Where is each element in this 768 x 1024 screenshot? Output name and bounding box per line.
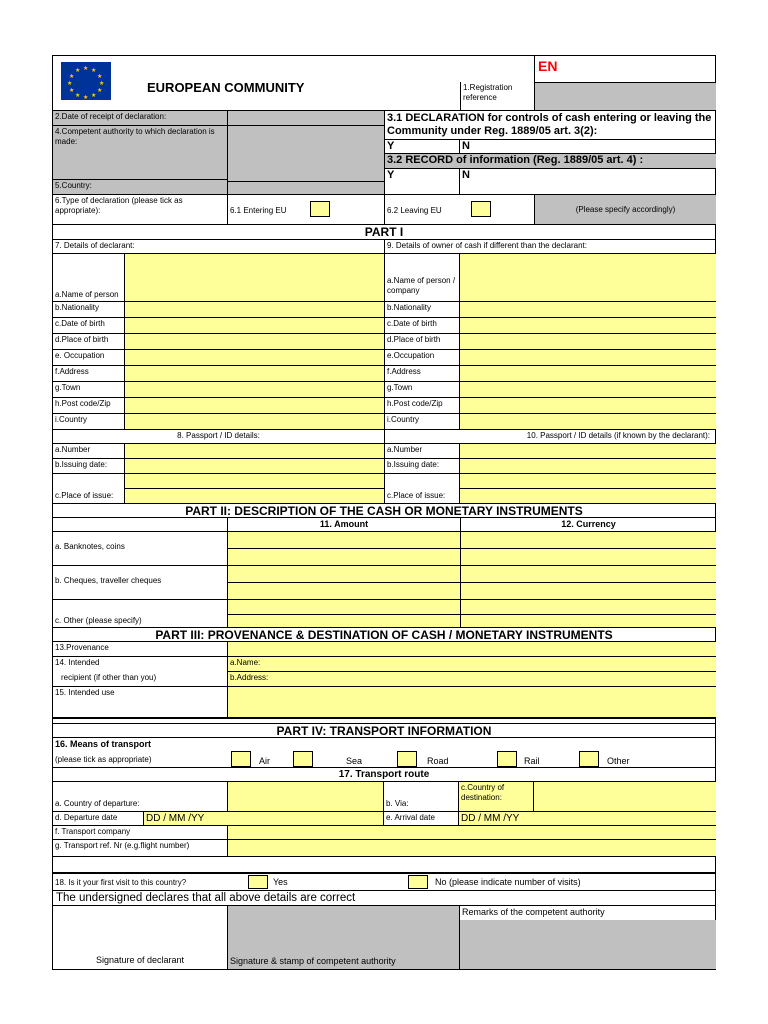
- right-detail-label: e.Occupation: [384, 350, 459, 365]
- authority-field[interactable]: [227, 111, 384, 194]
- company-label: f. Transport company: [55, 827, 131, 836]
- rail-label: Rail: [524, 756, 540, 766]
- right-detail-field[interactable]: [459, 414, 716, 429]
- leaving-label: 6.2 Leaving EU: [387, 206, 442, 215]
- type-decl-label: 6.Type of declaration (please tick as appropriate):: [55, 196, 183, 215]
- declaration-block: [384, 111, 716, 194]
- detail-row: [52, 301, 716, 317]
- amount-header-row: [52, 517, 716, 531]
- remarks-cell: [459, 906, 716, 969]
- top-block: [52, 110, 716, 194]
- right-detail-field[interactable]: [459, 318, 716, 333]
- detail-row: [52, 333, 716, 349]
- country-destination-label: c.Country of destination:: [458, 782, 533, 811]
- left-passport-label: c.Place of issue:: [55, 491, 114, 500]
- means-label: 16. Means of transport: [55, 739, 152, 749]
- left-detail-label: e. Occupation: [55, 351, 105, 360]
- via-label: b. Via:: [383, 782, 458, 811]
- left-passport-label: b.Issuing date:: [55, 460, 108, 469]
- departure-date-field[interactable]: DD / MM /YY: [143, 812, 383, 825]
- banknotes-label: a. Banknotes, coins: [55, 542, 125, 551]
- no-checkbox[interactable]: [408, 875, 428, 889]
- registration-label: [460, 82, 534, 110]
- recipient-row: [52, 656, 716, 686]
- banknotes-row: [52, 531, 716, 565]
- other-currency[interactable]: [460, 600, 716, 627]
- first-visit-label: 18. Is it your first visit to this country?: [55, 878, 187, 887]
- banknotes-amount[interactable]: [227, 532, 460, 565]
- rail-checkbox[interactable]: [497, 751, 517, 767]
- left-name-field[interactable]: [124, 254, 384, 301]
- banknotes-currency[interactable]: [460, 532, 716, 565]
- left-detail-field[interactable]: [124, 350, 384, 365]
- yn-row-1: [385, 139, 716, 154]
- signature-authority-cell[interactable]: [227, 906, 459, 969]
- right-detail-field[interactable]: [459, 302, 716, 317]
- leaving-checkbox[interactable]: [471, 201, 491, 217]
- cash-declaration-form: [52, 55, 716, 970]
- road-checkbox[interactable]: [397, 751, 417, 767]
- declarant-label: 7. Details of declarant:: [55, 241, 135, 250]
- details-header-row: [52, 239, 716, 253]
- passport-row: [52, 443, 716, 458]
- detail-row: [52, 349, 716, 365]
- community-title: EUROPEAN COMMUNITY: [147, 80, 305, 95]
- right-name-field[interactable]: [459, 254, 716, 301]
- road-label: Road: [427, 756, 449, 766]
- country-departure-field[interactable]: [227, 782, 383, 811]
- n1-label: N: [462, 140, 470, 152]
- registration-label-text: 1.Registration reference: [463, 83, 513, 102]
- passport-left-label: 8. Passport / ID details:: [177, 431, 260, 440]
- leaving-cell: [384, 195, 534, 224]
- right-detail-field[interactable]: [459, 382, 716, 397]
- lang-cell: [534, 56, 716, 82]
- arrival-date-label: e. Arrival date: [383, 812, 458, 825]
- recipient-field[interactable]: [227, 657, 716, 686]
- cheques-currency[interactable]: [460, 566, 716, 599]
- left-detail-label: g.Town: [55, 383, 81, 392]
- intended-use-row: [52, 686, 716, 717]
- left-labels: [53, 111, 227, 194]
- y2-label: Y: [387, 169, 395, 181]
- signature-row: [52, 905, 716, 970]
- departure-row: [52, 781, 716, 811]
- means-transport-row: [52, 737, 716, 767]
- detail-row: [52, 397, 716, 413]
- amount-header: 11. Amount: [227, 518, 460, 531]
- right-passport-label: c.Place of issue:: [384, 474, 459, 503]
- eu-flag-icon: ★ ★ ★ ★ ★ ★ ★ ★ ★ ★ ★ ★: [61, 62, 111, 100]
- n2-label: N: [462, 169, 470, 181]
- provenance-row: [52, 641, 716, 656]
- right-detail-field[interactable]: [459, 350, 716, 365]
- first-visit-row: [52, 872, 716, 890]
- air-label: Air: [259, 756, 270, 766]
- right-detail-label: b.Nationality: [384, 302, 459, 317]
- entering-label: 6.1 Entering EU: [230, 206, 287, 215]
- entering-checkbox[interactable]: [310, 201, 330, 217]
- left-detail-field[interactable]: [124, 334, 384, 349]
- provenance-label: 13.Provenance: [55, 643, 109, 652]
- name-row: [52, 253, 716, 301]
- left-detail-field[interactable]: [124, 318, 384, 333]
- company-row: [52, 825, 716, 839]
- right-passport-label: a.Number: [384, 444, 459, 458]
- right-detail-label: c.Date of birth: [384, 318, 459, 333]
- part3-title: PART III: PROVENANCE & DESTINATION OF CASH / MONETARY INSTRUMENTS: [52, 627, 716, 641]
- company-field[interactable]: [227, 826, 716, 839]
- signature-authority-label: Signature & stamp of competent authority: [230, 956, 396, 966]
- passport-rows: [52, 443, 716, 503]
- declares-text: The undersigned declares that all above details are correct: [56, 892, 356, 904]
- declaration-31-text: 3.1 DECLARATION for controls of cash entering or leaving the Community under Reg. 1889/05 art. 3(2):: [387, 112, 712, 137]
- remarks-field[interactable]: [460, 920, 716, 969]
- arrival-date-field[interactable]: DD / MM /YY: [458, 812, 716, 825]
- yn-row-2: [385, 168, 716, 194]
- other-label: c. Other (please specify): [55, 616, 142, 625]
- recipient-name-label: a.Name:: [230, 658, 261, 667]
- detail-rows: [52, 301, 716, 429]
- left-passport-label: a.Number: [55, 445, 91, 454]
- country-label: 5.Country:: [53, 179, 227, 194]
- recipient-label: recipient (if other than you): [61, 673, 157, 682]
- signature-declarant-cell[interactable]: [53, 906, 227, 969]
- left-detail-field[interactable]: [124, 382, 384, 397]
- specify-note: (Please specify accordingly): [534, 195, 716, 224]
- intended-use-field[interactable]: [227, 687, 716, 717]
- lang-code: EN: [538, 58, 558, 74]
- detail-row: [52, 365, 716, 381]
- owner-label: 9. Details of owner of cash if different than the declarant:: [384, 240, 716, 253]
- type-declaration-row: [52, 194, 716, 224]
- right-name-label: a.Name of person / company: [384, 254, 459, 301]
- currency-header: 12. Currency: [460, 518, 716, 531]
- recipient-address-label: b.Address:: [230, 673, 269, 682]
- signature-declarant-label: Signature of declarant: [95, 955, 185, 965]
- remarks-label: Remarks of the competent authority: [460, 906, 716, 921]
- left-detail-label: c.Date of birth: [55, 319, 105, 328]
- left-detail-field[interactable]: [124, 302, 384, 317]
- left-passport-field[interactable]: [124, 444, 384, 458]
- right-passport-field[interactable]: [459, 444, 716, 458]
- declares-row: [52, 890, 716, 905]
- left-detail-label: d.Place of birth: [55, 335, 109, 344]
- left-detail-label: i.Country: [55, 415, 88, 424]
- form-header: [52, 55, 716, 110]
- dates-row: [52, 811, 716, 825]
- part4-title: PART IV: TRANSPORT INFORMATION: [52, 723, 716, 737]
- detail-row: [52, 317, 716, 333]
- detail-row: [52, 381, 716, 397]
- left-detail-label: h.Post code/Zip: [55, 399, 111, 408]
- left-detail-field[interactable]: [124, 398, 384, 413]
- right-passport-label: b.Issuing date:: [384, 459, 459, 473]
- right-detail-label: i.Country: [384, 414, 459, 429]
- record-32-text: 3.2 RECORD of information (Reg. 1889/05 art. 4) :: [385, 153, 716, 168]
- right-detail-field[interactable]: [459, 366, 716, 381]
- yes-checkbox[interactable]: [248, 875, 268, 889]
- left-passport-field[interactable]: [124, 474, 384, 503]
- left-detail-field[interactable]: [124, 414, 384, 429]
- passport-header-row: [52, 429, 716, 443]
- air-checkbox[interactable]: [231, 751, 251, 767]
- right-detail-field[interactable]: [459, 334, 716, 349]
- cheques-row: [52, 565, 716, 599]
- transport-ref-label: g. Transport ref. Nr (e.g.flight number): [55, 841, 190, 850]
- sea-label: Sea: [346, 756, 363, 766]
- right-detail-label: f.Address: [384, 366, 459, 381]
- intended-use-label: 15. Intended use: [55, 688, 115, 697]
- transport-ref-row: [52, 839, 716, 856]
- country-departure-label: a. Country of departure:: [55, 799, 140, 808]
- other-checkbox[interactable]: [579, 751, 599, 767]
- left-name-label: a.Name of person: [55, 290, 119, 299]
- departure-date-label: d. Departure date: [55, 813, 118, 822]
- no-label: No (please indicate number of visits): [435, 877, 581, 887]
- right-detail-field[interactable]: [459, 398, 716, 413]
- right-detail-label: d.Place of birth: [384, 334, 459, 349]
- authority-label: 4.Competent authority to which declaration is made:: [55, 127, 215, 146]
- passport-row: [52, 473, 716, 503]
- y1-label: Y: [387, 140, 395, 152]
- left-detail-label: f.Address: [55, 367, 89, 376]
- passport-row: [52, 458, 716, 473]
- left-detail-label: b.Nationality: [55, 303, 100, 312]
- passport-right-label: 10. Passport / ID details (if known by the declarant):: [384, 430, 716, 443]
- left-detail-field[interactable]: [124, 366, 384, 381]
- intended-label: 14. Intended: [55, 658, 100, 667]
- right-passport-field[interactable]: [459, 459, 716, 473]
- cheques-label: b. Cheques, traveller cheques: [55, 576, 162, 585]
- entering-cell: [227, 195, 384, 224]
- part1-title: PART I: [52, 224, 716, 239]
- right-passport-field[interactable]: [459, 474, 716, 503]
- route-title: 17. Transport route: [52, 767, 716, 781]
- left-passport-field[interactable]: [124, 459, 384, 473]
- yes-label: Yes: [273, 877, 288, 887]
- cheques-amount[interactable]: [227, 566, 460, 599]
- provenance-field[interactable]: [227, 642, 716, 656]
- tick-note: (please tick as appropriate): [55, 755, 152, 764]
- other-mode-label: Other: [607, 756, 630, 766]
- right-detail-label: g.Town: [384, 382, 459, 397]
- date-receipt-label: 2.Date of receipt of declaration:: [53, 111, 227, 126]
- other-amount[interactable]: [227, 600, 460, 627]
- registration-field[interactable]: [534, 82, 716, 110]
- other-row: [52, 599, 716, 627]
- detail-row: [52, 413, 716, 429]
- sea-checkbox[interactable]: [293, 751, 313, 767]
- part2-title: PART II: DESCRIPTION OF THE CASH OR MONETARY INSTRUMENTS: [52, 503, 716, 517]
- right-detail-label: h.Post code/Zip: [384, 398, 459, 413]
- transport-ref-field[interactable]: [227, 840, 716, 856]
- country-destination-field[interactable]: [533, 782, 716, 811]
